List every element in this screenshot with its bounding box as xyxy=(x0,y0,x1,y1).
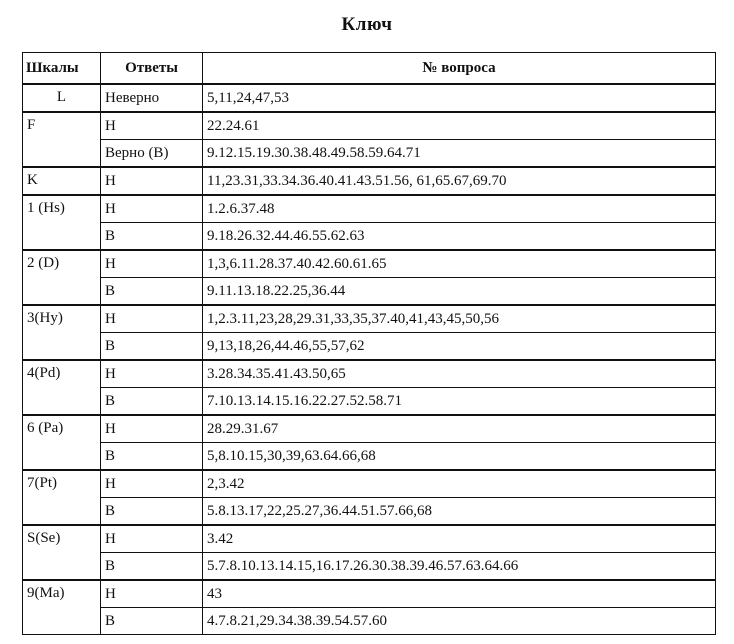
table-row xyxy=(23,553,716,581)
key-table xyxy=(22,52,716,635)
answer-cell: Н xyxy=(101,470,203,498)
questions-cell: 22.24.61 xyxy=(203,112,716,140)
questions-cell: 9.18.26.32.44.46.55.62.63 xyxy=(203,223,716,251)
questions-cell: 4.7.8.21,29.34.38.39.54.57.60 xyxy=(203,608,716,635)
answer-cell: В xyxy=(101,333,203,361)
scale-cell: 4(Pd) xyxy=(23,360,101,415)
header-question: № вопроса xyxy=(203,53,716,85)
answer-cell: Н xyxy=(101,167,203,195)
questions-cell: 5,8.10.15,30,39,63.64.66,68 xyxy=(203,443,716,471)
answer-cell: Н xyxy=(101,360,203,388)
questions-cell: 7.10.13.14.15.16.22.27.52.58.71 xyxy=(203,388,716,416)
answer-cell: В xyxy=(101,443,203,471)
table-row xyxy=(23,608,716,635)
answer-cell: Н xyxy=(101,305,203,333)
questions-cell: 5,11,24,47,53 xyxy=(203,84,716,112)
scale-cell: 1 (Hs) xyxy=(23,195,101,250)
table-header-row xyxy=(23,53,716,85)
table-row xyxy=(23,84,716,112)
questions-cell: 9.11.13.18.22.25,36.44 xyxy=(203,278,716,306)
questions-cell: 9.12.15.19.30.38.48.49.58.59.64.71 xyxy=(203,140,716,168)
table-row xyxy=(23,112,716,140)
questions-cell: 1,3,6.11.28.37.40.42.60.61.65 xyxy=(203,250,716,278)
table-row xyxy=(23,443,716,471)
answer-cell: В xyxy=(101,553,203,581)
scale-cell: F xyxy=(23,112,101,167)
scale-cell: L xyxy=(23,84,101,112)
table-row xyxy=(23,388,716,416)
header-answer: Ответы xyxy=(101,53,203,85)
answer-cell: В xyxy=(101,498,203,526)
table-row xyxy=(23,580,716,608)
questions-cell: 9,13,18,26,44.46,55,57,62 xyxy=(203,333,716,361)
table-body xyxy=(23,84,716,635)
table-row xyxy=(23,167,716,195)
answer-cell: В xyxy=(101,608,203,635)
answer-cell: В xyxy=(101,388,203,416)
scale-cell: 7(Pt) xyxy=(23,470,101,525)
questions-cell: 5.7.8.10.13.14.15,16.17.26.30.38.39.46.57.63.64.66 xyxy=(203,553,716,581)
table-row xyxy=(23,305,716,333)
answer-cell: Неверно xyxy=(101,84,203,112)
page-title: Ключ xyxy=(341,14,393,35)
questions-cell: 1.2.6.37.48 xyxy=(203,195,716,223)
answer-cell: Н xyxy=(101,415,203,443)
answer-cell: Н xyxy=(101,112,203,140)
answer-cell: В xyxy=(101,223,203,251)
answer-cell: Н xyxy=(101,580,203,608)
scale-cell: 2 (D) xyxy=(23,250,101,305)
questions-cell: 43 xyxy=(203,580,716,608)
table-row xyxy=(23,498,716,526)
scale-cell: 3(Hy) xyxy=(23,305,101,360)
questions-cell: 3.28.34.35.41.43.50,65 xyxy=(203,360,716,388)
answer-cell: Н xyxy=(101,250,203,278)
table-row xyxy=(23,140,716,168)
table-row xyxy=(23,333,716,361)
scale-cell: 9(Ma) xyxy=(23,580,101,635)
table-row xyxy=(23,250,716,278)
table-row xyxy=(23,195,716,223)
questions-cell: 2,3.42 xyxy=(203,470,716,498)
table-row xyxy=(23,415,716,443)
header-scale: Шкалы xyxy=(23,53,101,85)
table-row xyxy=(23,278,716,306)
questions-cell: 11,23.31,33.34.36.40.41.43.51.56, 61,65.67,69.70 xyxy=(203,167,716,195)
table-row xyxy=(23,360,716,388)
scale-cell: S(Se) xyxy=(23,525,101,580)
questions-cell: 3.42 xyxy=(203,525,716,553)
answer-cell: Н xyxy=(101,525,203,553)
answer-cell: В xyxy=(101,278,203,306)
table-row xyxy=(23,223,716,251)
scale-cell: K xyxy=(23,167,101,195)
questions-cell: 1,2.3.11,23,28,29.31,33,35,37.40,41,43,45,50,56 xyxy=(203,305,716,333)
answer-cell: Верно (В) xyxy=(101,140,203,168)
table-row xyxy=(23,525,716,553)
questions-cell: 5.8.13.17,22,25.27,36.44.51.57.66,68 xyxy=(203,498,716,526)
table-row xyxy=(23,470,716,498)
questions-cell: 28.29.31.67 xyxy=(203,415,716,443)
scale-cell: 6 (Pa) xyxy=(23,415,101,470)
answer-cell: Н xyxy=(101,195,203,223)
